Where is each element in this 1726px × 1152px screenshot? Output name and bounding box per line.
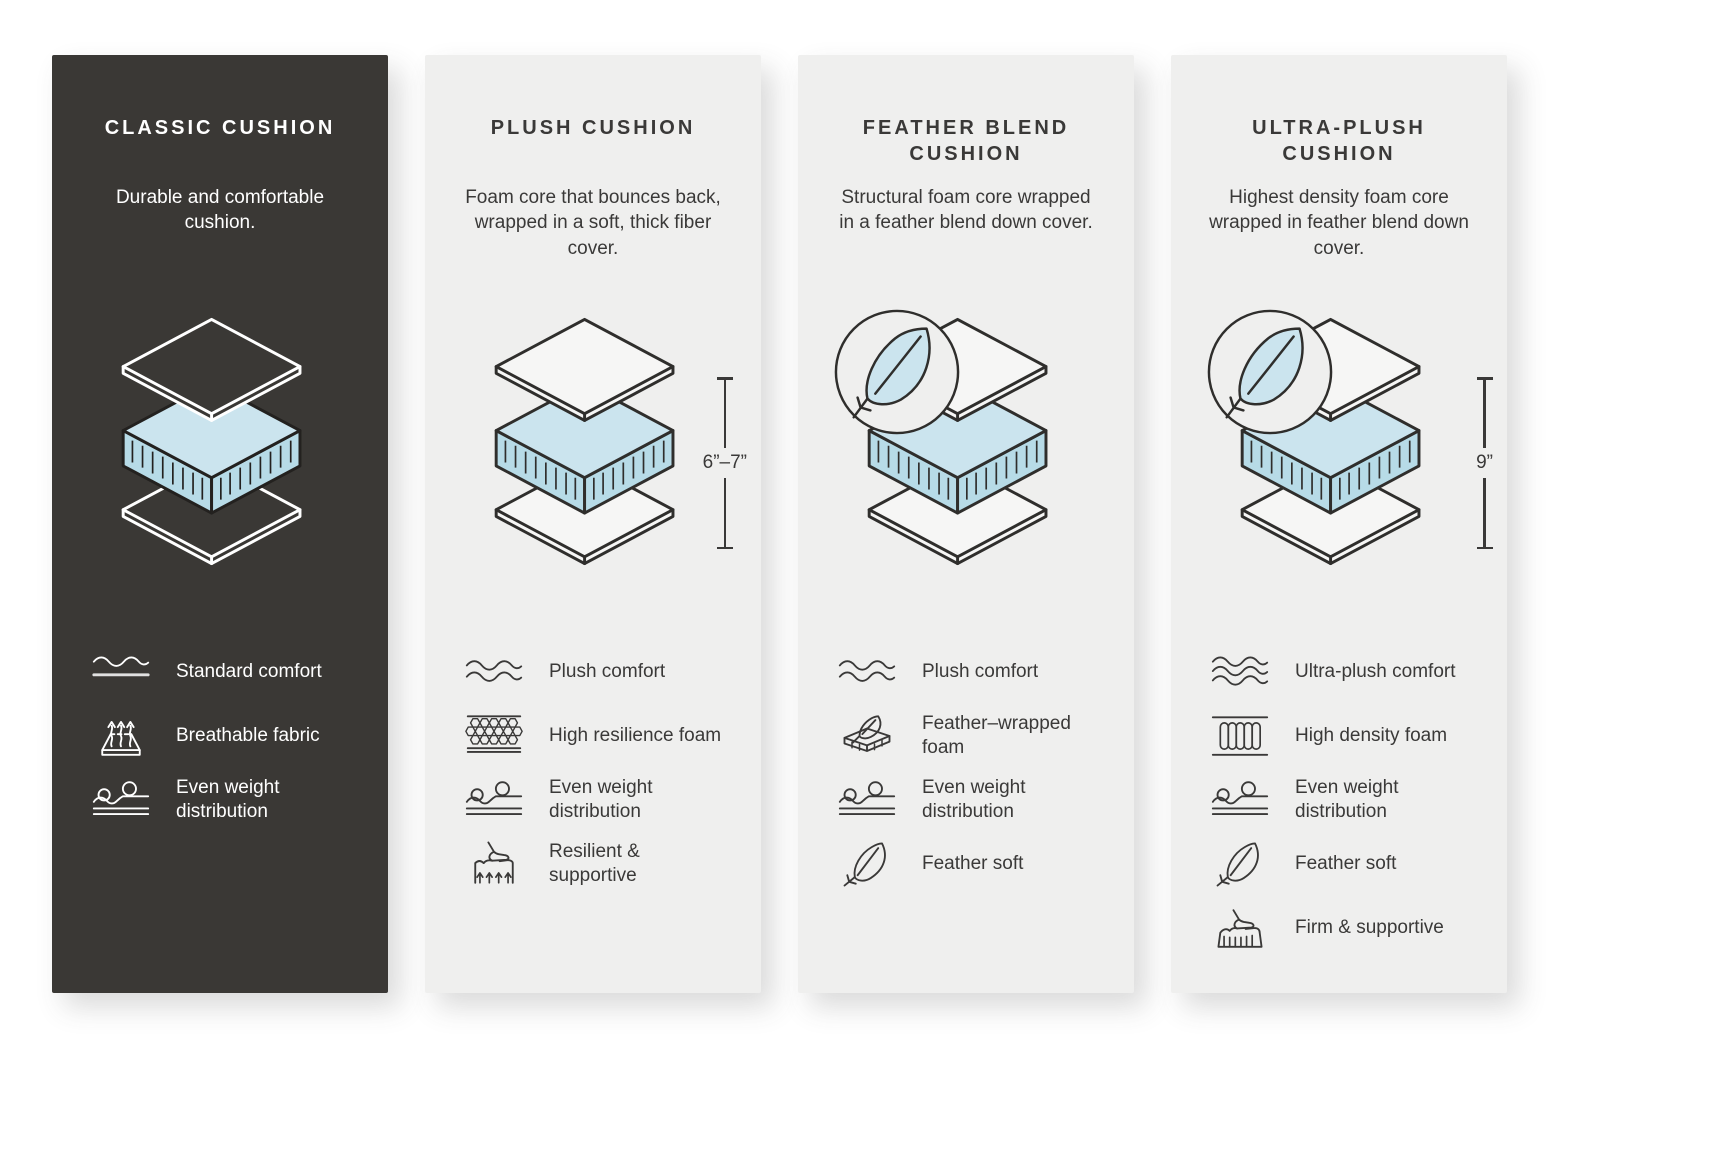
wave-plush-icon xyxy=(463,647,525,697)
density-foam-icon xyxy=(1209,711,1271,761)
feature-label: Firm & supportive xyxy=(1295,917,1444,939)
feature-row xyxy=(463,711,727,761)
cushion-diagram xyxy=(475,311,711,572)
feature-label: High density foam xyxy=(1295,725,1448,747)
measurement-label: 9” xyxy=(1476,452,1493,473)
feature-row xyxy=(1209,839,1473,889)
feature-list xyxy=(1205,647,1473,953)
measurement-cap xyxy=(1477,547,1493,550)
feather-icon xyxy=(836,839,898,889)
feature-row xyxy=(1209,647,1473,697)
even-weight-icon xyxy=(836,775,898,825)
feature-row xyxy=(836,839,1100,889)
measurement-label: 6”–7” xyxy=(702,452,747,473)
wave-standard-icon xyxy=(90,647,152,697)
measurement-line xyxy=(1483,478,1486,547)
feather-icon xyxy=(1209,839,1271,889)
measurement-cap xyxy=(717,547,733,550)
feature-label: Even weight distribution xyxy=(1295,777,1399,822)
feature-row xyxy=(90,711,354,761)
panel-description: Structural foam core wrapped in a feather blend down cover. xyxy=(839,187,1093,234)
cushion-diagram xyxy=(102,311,338,572)
panel-classic-cushion xyxy=(52,55,388,993)
feature-label: Feather soft xyxy=(1295,853,1397,875)
feature-label: Standard comfort xyxy=(176,661,322,683)
feature-label: Even weight distribution xyxy=(549,777,653,822)
feature-label: Feather soft xyxy=(922,853,1024,875)
feature-label: Resilient & supportive xyxy=(549,841,640,886)
feature-label: Plush comfort xyxy=(549,661,666,683)
feature-row xyxy=(836,711,1100,761)
feature-row xyxy=(1209,711,1473,761)
feather-wrapped-foam-icon xyxy=(836,711,898,761)
resilience-foam-icon xyxy=(463,711,525,761)
feature-row xyxy=(836,775,1100,825)
feature-label: Breathable fabric xyxy=(176,725,320,747)
resilient-supportive-icon xyxy=(463,839,525,889)
measurement-line xyxy=(1483,380,1486,449)
cushion-layers-illustration xyxy=(102,311,338,613)
feature-label: Plush comfort xyxy=(922,661,1039,683)
height-measurement xyxy=(703,377,747,549)
feature-row xyxy=(463,647,727,697)
feature-label: Feather–wrapped foam xyxy=(922,713,1071,758)
panel-feather-blend-cushion xyxy=(798,55,1134,993)
even-weight-icon xyxy=(90,775,152,825)
cushion-layers-illustration xyxy=(475,311,747,613)
feather-badge-icon xyxy=(832,307,962,437)
breathable-fabric-icon xyxy=(90,711,152,761)
cushion-layers-illustration xyxy=(1221,311,1493,613)
measurement-line xyxy=(724,478,727,547)
feature-label: Ultra-plush comfort xyxy=(1295,661,1456,683)
feature-row xyxy=(90,647,354,697)
feature-label: Even weight distribution xyxy=(176,777,280,822)
feature-row xyxy=(1209,903,1473,953)
wave-plush-icon xyxy=(836,647,898,697)
feature-list xyxy=(459,647,727,889)
panel-description: Foam core that bounces back, wrapped in a soft, thick fiber cover. xyxy=(465,187,721,259)
even-weight-icon xyxy=(463,775,525,825)
cushion-layers-illustration xyxy=(848,311,1084,613)
feature-list xyxy=(832,647,1100,889)
panel-title: ULTRA-PLUSH CUSHION xyxy=(1252,117,1426,166)
feather-badge-icon xyxy=(1205,307,1335,437)
feature-row xyxy=(836,647,1100,697)
feature-row xyxy=(1209,775,1473,825)
even-weight-icon xyxy=(1209,775,1271,825)
wave-ultra-icon xyxy=(1209,647,1271,697)
feature-label: High resilience foam xyxy=(549,725,722,747)
feature-row xyxy=(463,775,727,825)
feature-label: Even weight distribution xyxy=(922,777,1026,822)
panel-title: CLASSIC CUSHION xyxy=(104,117,336,139)
panel-description: Durable and comfortable cushion. xyxy=(115,187,325,234)
panel-description: Highest density foam core wrapped in feather blend down cover. xyxy=(1209,187,1469,259)
feature-row xyxy=(90,775,354,825)
panel-plush-cushion xyxy=(425,55,761,993)
feature-row xyxy=(463,839,727,889)
firm-supportive-icon xyxy=(1209,903,1271,953)
feature-list xyxy=(86,647,354,825)
panel-ultra-plush-cushion xyxy=(1171,55,1507,993)
measurement-line xyxy=(724,380,727,449)
panel-title: PLUSH CUSHION xyxy=(490,117,696,139)
panel-title: FEATHER BLEND CUSHION xyxy=(862,117,1070,166)
height-measurement xyxy=(1476,377,1493,549)
